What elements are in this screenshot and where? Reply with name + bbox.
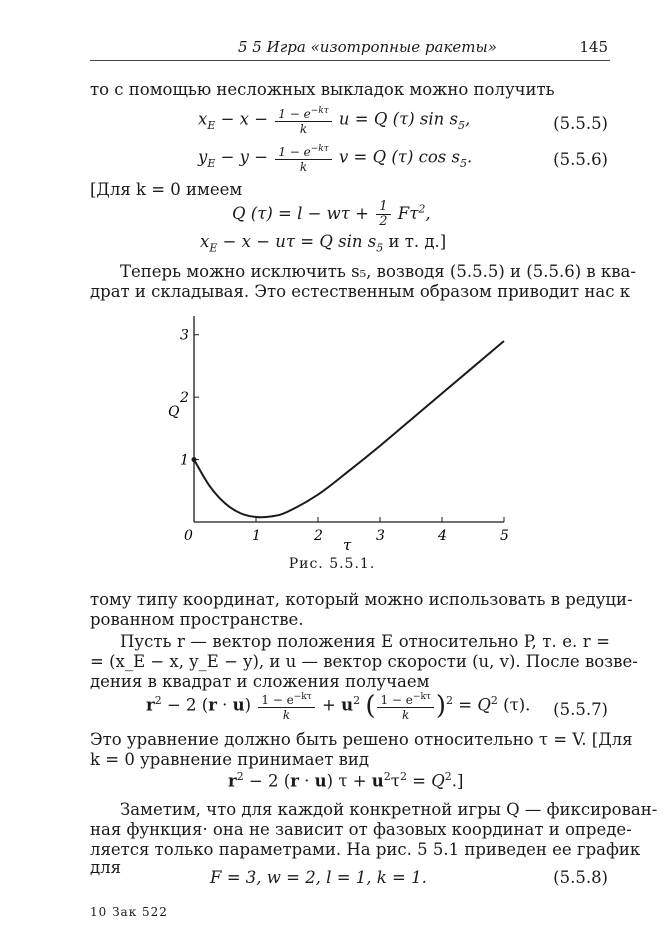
y-tick-label: 1: [180, 452, 189, 469]
equation-5-5-5: $x_E - x$ − $\frac{1 - e^{-k\tau}}{k}$ u = Q (τ) $\sin s_5$,: [198, 106, 471, 136]
x-tick-label: 3: [376, 528, 385, 544]
x-tick-label: 2: [314, 528, 323, 544]
figure-5-5-1: [160, 306, 530, 556]
y-tick-label: 3: [180, 327, 189, 344]
paragraph-line: Заметим, что для каждой конкретной игры Q — фиксирован-: [120, 800, 658, 819]
paragraph-line: Это уравнение должно быть решено относительно τ = V. [Для: [90, 730, 633, 749]
x-tick-label: 0: [184, 528, 193, 544]
paragraph-line: ляется только параметрами. На рис. 5 5.1 приведен ее график: [90, 840, 641, 859]
paragraph-line: k = 0 уравнение принимает вид: [90, 750, 370, 769]
paragraph-line: тому типу координат, который можно использовать в редуци-: [90, 590, 633, 609]
x-tick-label: 4: [438, 528, 447, 544]
equation-number: (5.5.8): [553, 868, 608, 887]
equation-k0: $r^2 - 2$ (r · u) $\tau + u^2\tau^2 = Q^2$.]: [228, 770, 464, 791]
equation-5-5-6: $y_E - y$ − $\frac{1 - e^{-k\tau}}{k}$ v = Q (τ) $\cos s_5$.: [198, 144, 473, 174]
equation-number: (5.5.6): [553, 150, 608, 169]
equation-number: (5.5.5): [553, 114, 608, 133]
y-axis-label: Q: [168, 404, 180, 420]
paragraph-line: Пусть r — вектор положения E относительно P, т. е. r =: [120, 632, 610, 651]
paragraph-line: рованном пространстве.: [90, 610, 304, 629]
x-axis-label: τ: [343, 536, 352, 554]
paragraph-line: для: [90, 858, 122, 877]
page-number: 145: [579, 38, 608, 56]
equation-number: (5.5.7): [553, 700, 608, 719]
paragraph-line: [Для k = 0 имеем: [90, 180, 243, 199]
equation-q-tau: Q (τ) = l − wτ + $\frac{1}{2}$ $F\tau^2$,: [232, 199, 431, 229]
paragraph-line: драт и складывая. Это естественным образом приводит нас к: [90, 282, 631, 301]
signature-footer: 10 Зак 522: [90, 905, 168, 919]
y-ticks: [179, 328, 199, 469]
equation-5-5-7: $r^2 - 2$ (r · u) $\frac{1 - e^{-k\tau}}{k}$ + $u^2$ ( $\frac{1 - e^{-k\tau}}{k}$ )$^2 = Q^2$ (τ).: [146, 691, 531, 722]
running-title: 5 5 Игра «изотропные ракеты»: [238, 38, 497, 56]
running-header: [90, 36, 610, 61]
paragraph-line: то с помощью несложных выкладок можно получить: [90, 80, 555, 99]
x-tick-label: 1: [252, 528, 261, 544]
equation-xe: $x_E - x - u\tau = Q$ $\sin s_5$ и т. д.]: [200, 232, 447, 255]
q-curve: [194, 341, 504, 517]
paragraph-line: Теперь можно исключить s₅, возводя (5.5.5) и (5.5.6) в ква-: [120, 262, 636, 281]
x-tick-label: 5: [500, 528, 509, 544]
y-tick-label: 2: [180, 390, 189, 407]
axes: [194, 316, 504, 522]
paragraph-line: дения в квадрат и сложения получаем: [90, 672, 430, 691]
paragraph-line: ная функция· она не зависит от фазовых координат и опреде-: [90, 820, 632, 839]
equation-5-5-8: F = 3, w = 2, l = 1, k = 1.: [210, 868, 427, 887]
paragraph-line: = (x_E − x, y_E − y), и u — вектор скорости (u, v). После возве-: [90, 652, 638, 671]
figure-caption: Рис. 5.5.1.: [288, 556, 376, 572]
